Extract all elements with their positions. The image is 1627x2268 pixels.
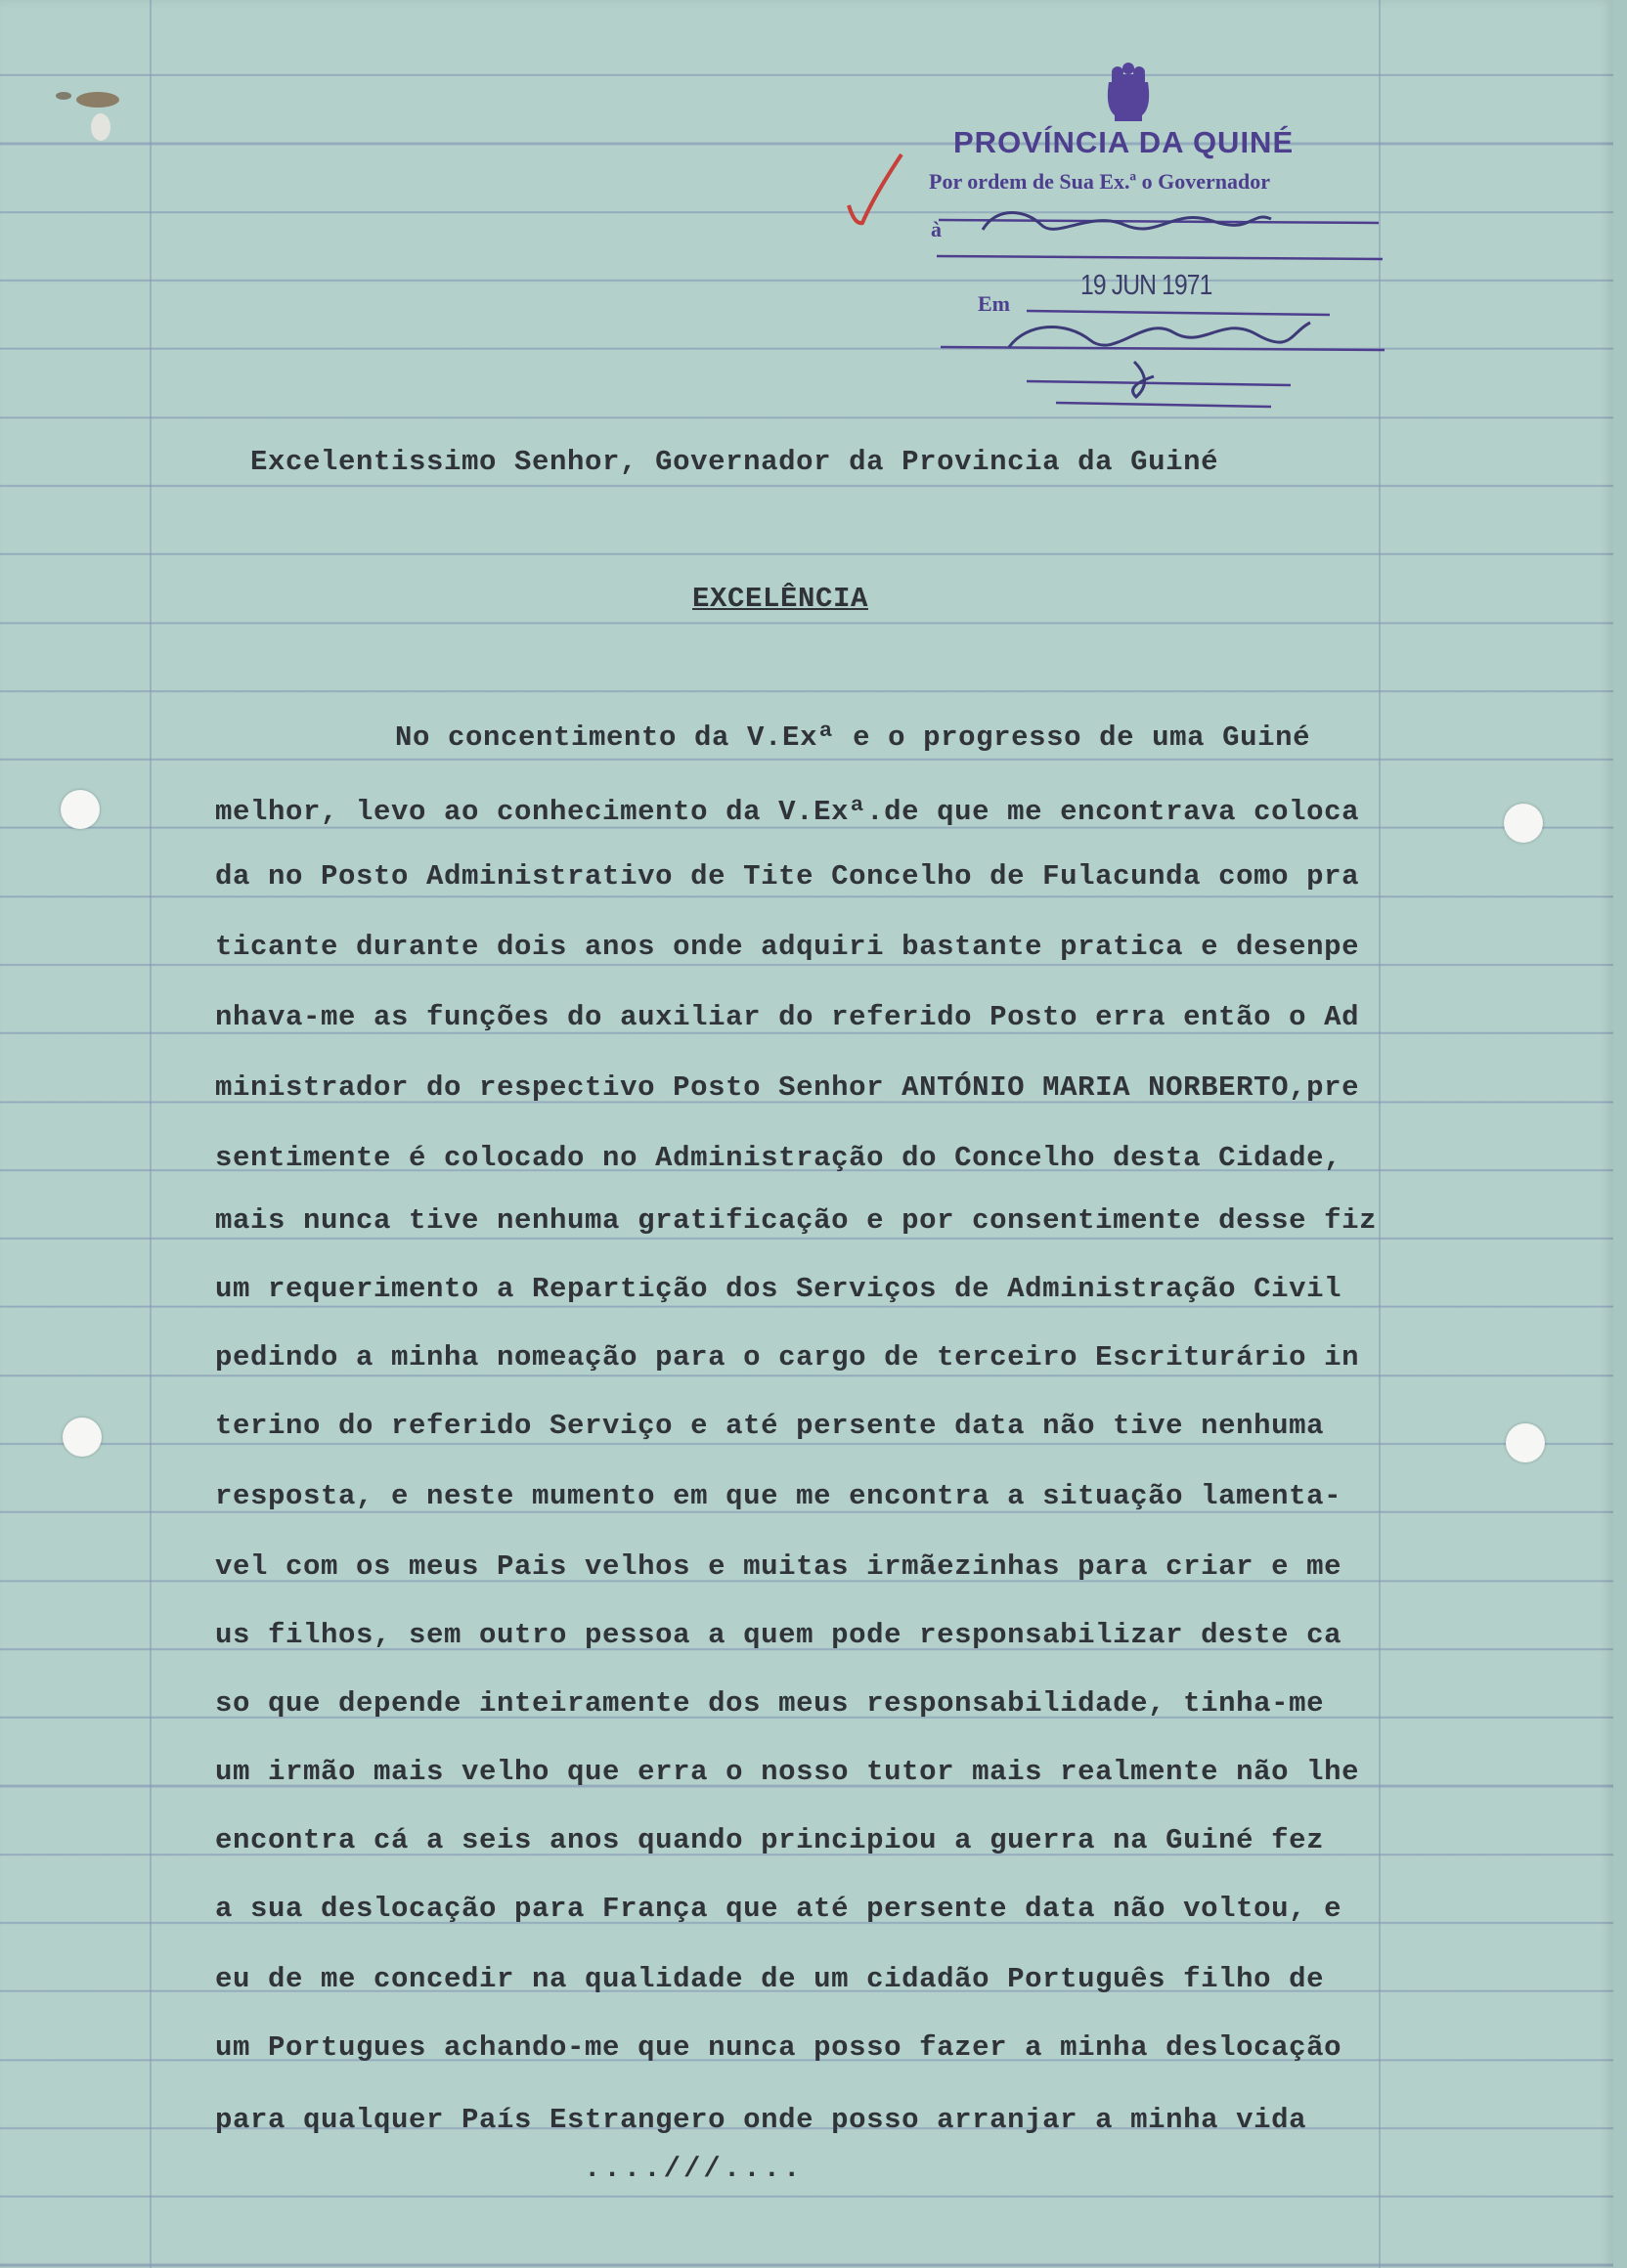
- body-line: melhor, levo ao conhecimento da V.Exª.de que me encontrava coloca: [215, 796, 1360, 828]
- body-line: terino do referido Serviço e até persente data não tive nenhuma: [215, 1410, 1325, 1442]
- body-line: um requerimento a Repartição dos Serviços de Administração Civil: [215, 1273, 1342, 1305]
- body-line: da no Posto Administrativo de Tite Concelho de Fulacunda como pra: [215, 860, 1360, 893]
- salutation: Excelentissimo Senhor, Governador da Provincia da Guiné: [250, 446, 1219, 478]
- body-line: um Portugues achando-me que nunca posso fazer a minha deslocação: [215, 2031, 1342, 2064]
- check-mark-icon: [841, 147, 909, 235]
- body-line: a sua deslocação para França que até persente data não voltou, e: [215, 1893, 1342, 1925]
- body-line: resposta, e neste mumento em que me encontra a situação lamenta-: [215, 1480, 1342, 1512]
- body-line: ticante durante dois anos onde adquiri bastante pratica e desenpe: [215, 931, 1360, 963]
- body-line: sentimente é colocado no Administração do Concelho desta Cidade,: [215, 1142, 1342, 1174]
- body-line: encontra cá a seis anos quando principiou a guerra na Guiné fez: [215, 1824, 1325, 1856]
- stamp-em-label: Em: [978, 291, 1010, 316]
- body-line: nhava-me as funções do auxiliar do referido Posto erra então o Ad: [215, 1001, 1360, 1033]
- body-line: us filhos, sem outro pessoa a quem pode responsabilizar deste ca: [215, 1619, 1342, 1651]
- punch-hole: [63, 1418, 102, 1457]
- body-line: vel com os meus Pais velhos e muitas irmãezinhas para criar e me: [215, 1550, 1342, 1583]
- body-line: um irmão mais velho que erra o nosso tutor mais realmente não lhe: [215, 1756, 1360, 1788]
- official-stamp: [919, 49, 1388, 420]
- body-line: so que depende inteiramente dos meus responsabilidade, tinha-me: [215, 1687, 1325, 1720]
- stamp-graphics: [919, 49, 1388, 420]
- body-line: mais nunca tive nenhuma gratificação e por consentimente desse fiz: [215, 1204, 1378, 1237]
- body-line: pedindo a minha nomeação para o cargo de terceiro Escriturário in: [215, 1341, 1360, 1374]
- stamp-title: PROVÍNCIA DA QUINÉ: [953, 125, 1295, 159]
- stamp-date: 19 JUN 1971: [1080, 270, 1212, 301]
- body-line: ministrador do respectivo Posto Senhor ANTÓNIO MARIA NORBERTO,pre: [215, 1071, 1360, 1104]
- stamp-order-line: Por ordem de Sua Ex.ª o Governador: [929, 169, 1271, 194]
- continuation-mark: ....///....: [584, 2153, 804, 2185]
- body-line: para qualquer País Estrangero onde posso arranjar a minha vida: [215, 2104, 1307, 2136]
- stamp-to-prefix: à: [931, 217, 942, 241]
- left-margin-line: [150, 0, 152, 2268]
- rust-stain: [39, 88, 127, 147]
- punch-hole: [61, 790, 100, 829]
- punch-hole: [1506, 1423, 1545, 1462]
- body-line: No concentimento da V.Exª e o progresso de uma Guiné: [395, 721, 1311, 754]
- punch-hole: [1504, 804, 1543, 843]
- body-line: eu de me concedir na qualidade de um cidadão Português filho de: [215, 1963, 1325, 1995]
- letter-heading: EXCELÊNCIA: [692, 583, 869, 615]
